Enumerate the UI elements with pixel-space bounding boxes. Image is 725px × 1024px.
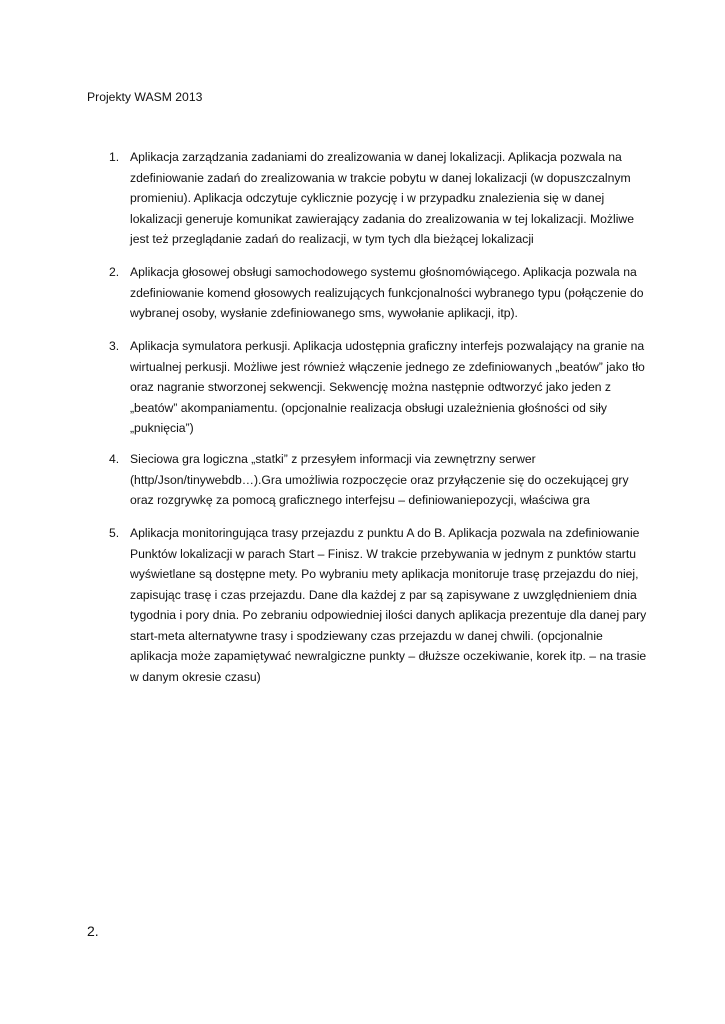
item-text: Aplikacja monitoringująca trasy przejazdu z punktu A do B. Aplikacja pozwala na zdefiniowanie Punktów lokalizacji w parach Start – Finisz. W trakcie przebywania w jednym z punktów startu wyświetlane są dostępne mety. Po wybraniu mety aplikacja monitoruje trasę przejazdu do niej, zapisując trasę i czas przejazdu. Dane dla każdej z par są zapisywane z uwzględnieniem dnia tygodnia i pory dnia. Po zebraniu odpowiedniej ilości danych aplikacja prezentuje dla danej pary start-meta alternatywne trasy i spodziewany czas przejazdu w danej chwili. (opcjonalnie aplikacja może zapamiętywać newralgiczne punkty – dłuższe oczekiwanie, korek itp. – na trasie w danym okresie czasu)	[130, 526, 647, 684]
item-text: Aplikacja głosowej obsługi samochodowego systemu głośnomówiącego. Aplikacja pozwala na zdefiniowanie komend głosowych realizujących funkcjonalności wybranego typu (połączenie do wybranej osoby, wysłanie zdefiniowanego sms, wywołanie aplikacji, itp).	[130, 265, 644, 320]
item-number: 5.	[109, 526, 120, 540]
item-number: 4.	[109, 452, 120, 466]
item-number: 3.	[109, 339, 120, 353]
item-text: Aplikacja zarządzania zadaniami do zrealizowania w danej lokalizacji. Aplikacja pozwala na zdefiniowanie zadań do zrealizowania w trakcie pobytu w danej lokalizacji (w dopuszczalnym promieniu). Aplikacja odczytuje cyklicznie pozycję i w przypadku znalezienia się w danej lokalizacji generuje komunikat zawierający zadania do zrealizowania w tej lokalizacji. Możliwe jest też przeglądanie zadań do realizacji, w tym tych dla bieżącej lokalizacji	[130, 150, 634, 246]
page-title: Projekty WASM 2013	[87, 90, 203, 104]
item-number: 1.	[109, 150, 120, 164]
item-text: Aplikacja symulatora perkusji. Aplikacja udostępnia graficzny interfejs pozwalający na granie na wirtualnej perkusji. Możliwe jest również włączenie jednego ze zdefiniowanych „beatów” jako tło oraz nagranie stworzonej sekwencji. Sekwencję można następnie odtworzyć jako jeden z „beatów” akompaniamentu. (opcjonalnie realizacja obsługi uzależnienia głośności od siły „puknięcia”)	[130, 339, 645, 435]
page-number: 2.	[87, 923, 99, 939]
item-number: 2.	[109, 265, 120, 279]
item-text: Sieciowa gra logiczna „statki” z przesyłem informacji via zewnętrzny serwer (http/Json/tinywebdb…).Gra umożliwia rozpoczęcie oraz przyłączenie się do oczekującej gry oraz rozgrywkę za pomocą graficznego interfejsu – definiowaniepozycji, właściwa gra	[130, 452, 629, 507]
